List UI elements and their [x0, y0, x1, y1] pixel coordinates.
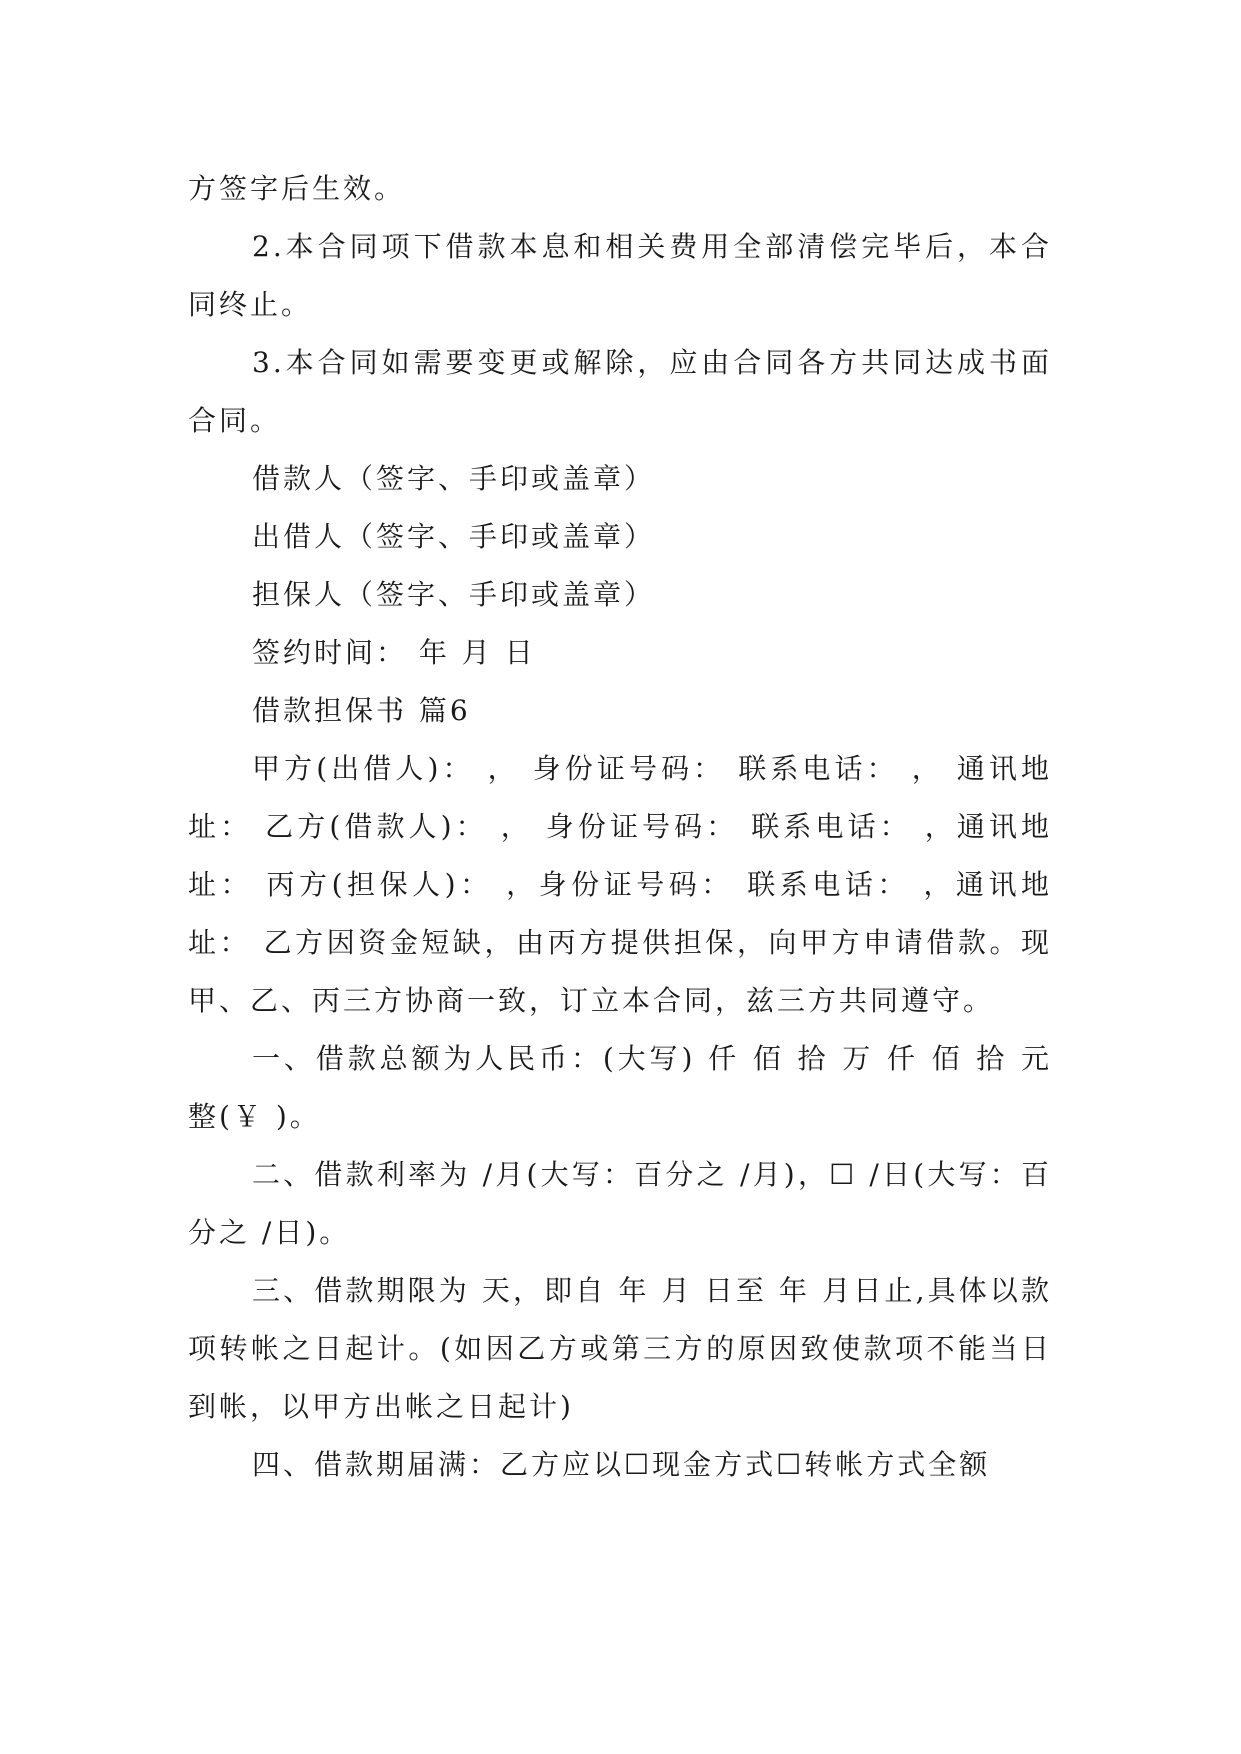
paragraph: 方签字后生效。 [188, 172, 406, 205]
section-title: 借款担保书 篇6 [252, 694, 471, 727]
clause-1: 一、借款总额为人民币：(大写) 仟 佰 拾 万 仟 佰 拾 元整(￥ )。 [188, 1042, 1052, 1133]
clause-4: 四、借款期届满：乙方应以☐现金方式☐转帐方式全额 [252, 1448, 991, 1481]
clause-2: 二、借款利率为 /月(大写：百分之 /月)，☐ /日(大写：百分之 /日)。 [188, 1158, 1052, 1249]
document-body [188, 160, 1052, 1494]
signature-line-guarantor: 担保人（签字、手印或盖章） [252, 578, 656, 611]
paragraph: 甲方(出借人)： ， 身份证号码： 联系电话： ， 通讯地址： 乙方(借款人)： ， 身份证号码： 联系电话： ，通讯地址： 丙方(担保人)： ，身份证号码： 联系电话： ，通讯地址： 乙方因资金短缺，由丙方提供担保，向甲方申请借款。现甲、乙、丙三方协商一致，订立本合同，兹三方共同遵守。 [188, 752, 1052, 1017]
signing-date-line: 签约时间： 年 月 日 [252, 636, 536, 669]
clause-3: 三、借款期限为 天，即自 年 月 日至 年 月日止,具体以款项转帐之日起计。(如因乙方或第三方的原因致使款项不能当日到帐，以甲方出帐之日起计) [188, 1274, 1052, 1423]
signature-line-lender: 出借人（签字、手印或盖章） [252, 520, 656, 553]
paragraph: 3.本合同如需要变更或解除，应由合同各方共同达成书面合同。 [188, 346, 1052, 437]
signature-line-borrower: 借款人（签字、手印或盖章） [252, 462, 656, 495]
paragraph: 2.本合同项下借款本息和相关费用全部清偿完毕后，本合同终止。 [188, 230, 1052, 321]
